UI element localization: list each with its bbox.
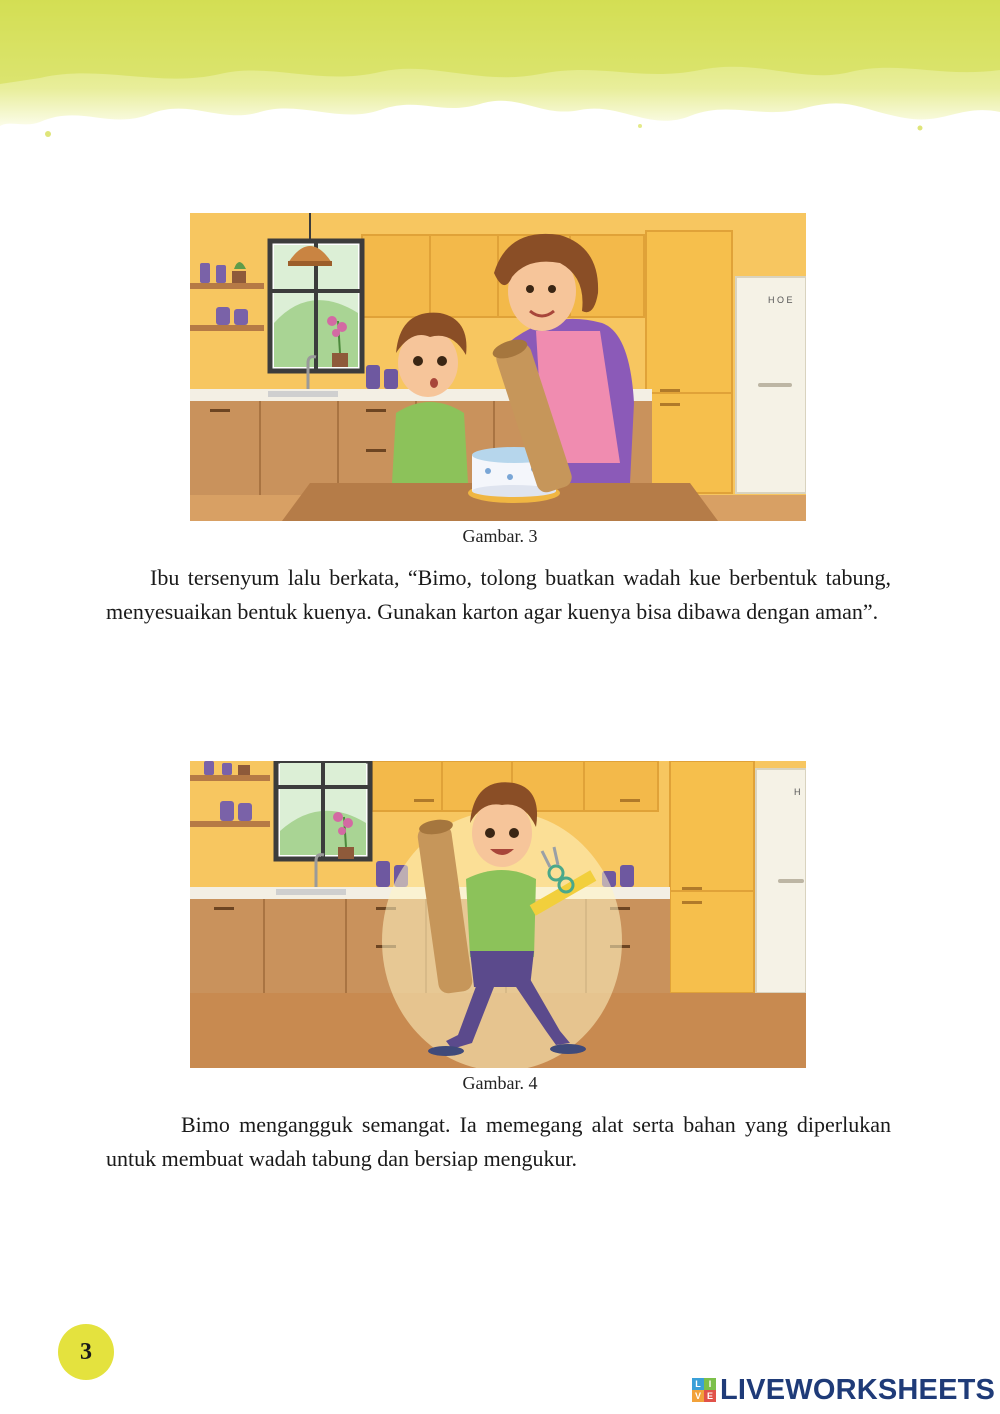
fridge-label: H (794, 787, 801, 797)
figure-3-caption: Gambar. 3 (462, 526, 538, 546)
page-number: 3 (80, 1338, 92, 1365)
liveworksheets-branding[interactable] (692, 1372, 995, 1408)
fridge-label: H O E (768, 295, 793, 305)
liveworksheets-logo-icon: L I V E (692, 1378, 716, 1402)
illustration-bimo-with-tools (190, 761, 806, 1068)
page-number-badge (58, 1324, 114, 1380)
story-paragraph-1: Ibu tersenyum lalu berkata, “Bimo, tolong buatkan wadah kue berbentuk tabung, menyesuaikan bentuk kuenya. Gunakan karton agar kuenya bisa dibawa dengan aman”. (106, 565, 891, 624)
story-paragraph-2: Bimo mengangguk semangat. Ia memegang alat serta bahan yang diperlukan untuk membuat wadah tabung dan bersiap mengukur. (106, 1112, 891, 1171)
liveworksheets-wordmark: LIVEWORKSHEETS (720, 1373, 996, 1406)
header-watercolor (0, 0, 1000, 150)
illustration-mother-and-bimo (190, 213, 806, 521)
figure-4-caption: Gambar. 4 (462, 1073, 538, 1093)
